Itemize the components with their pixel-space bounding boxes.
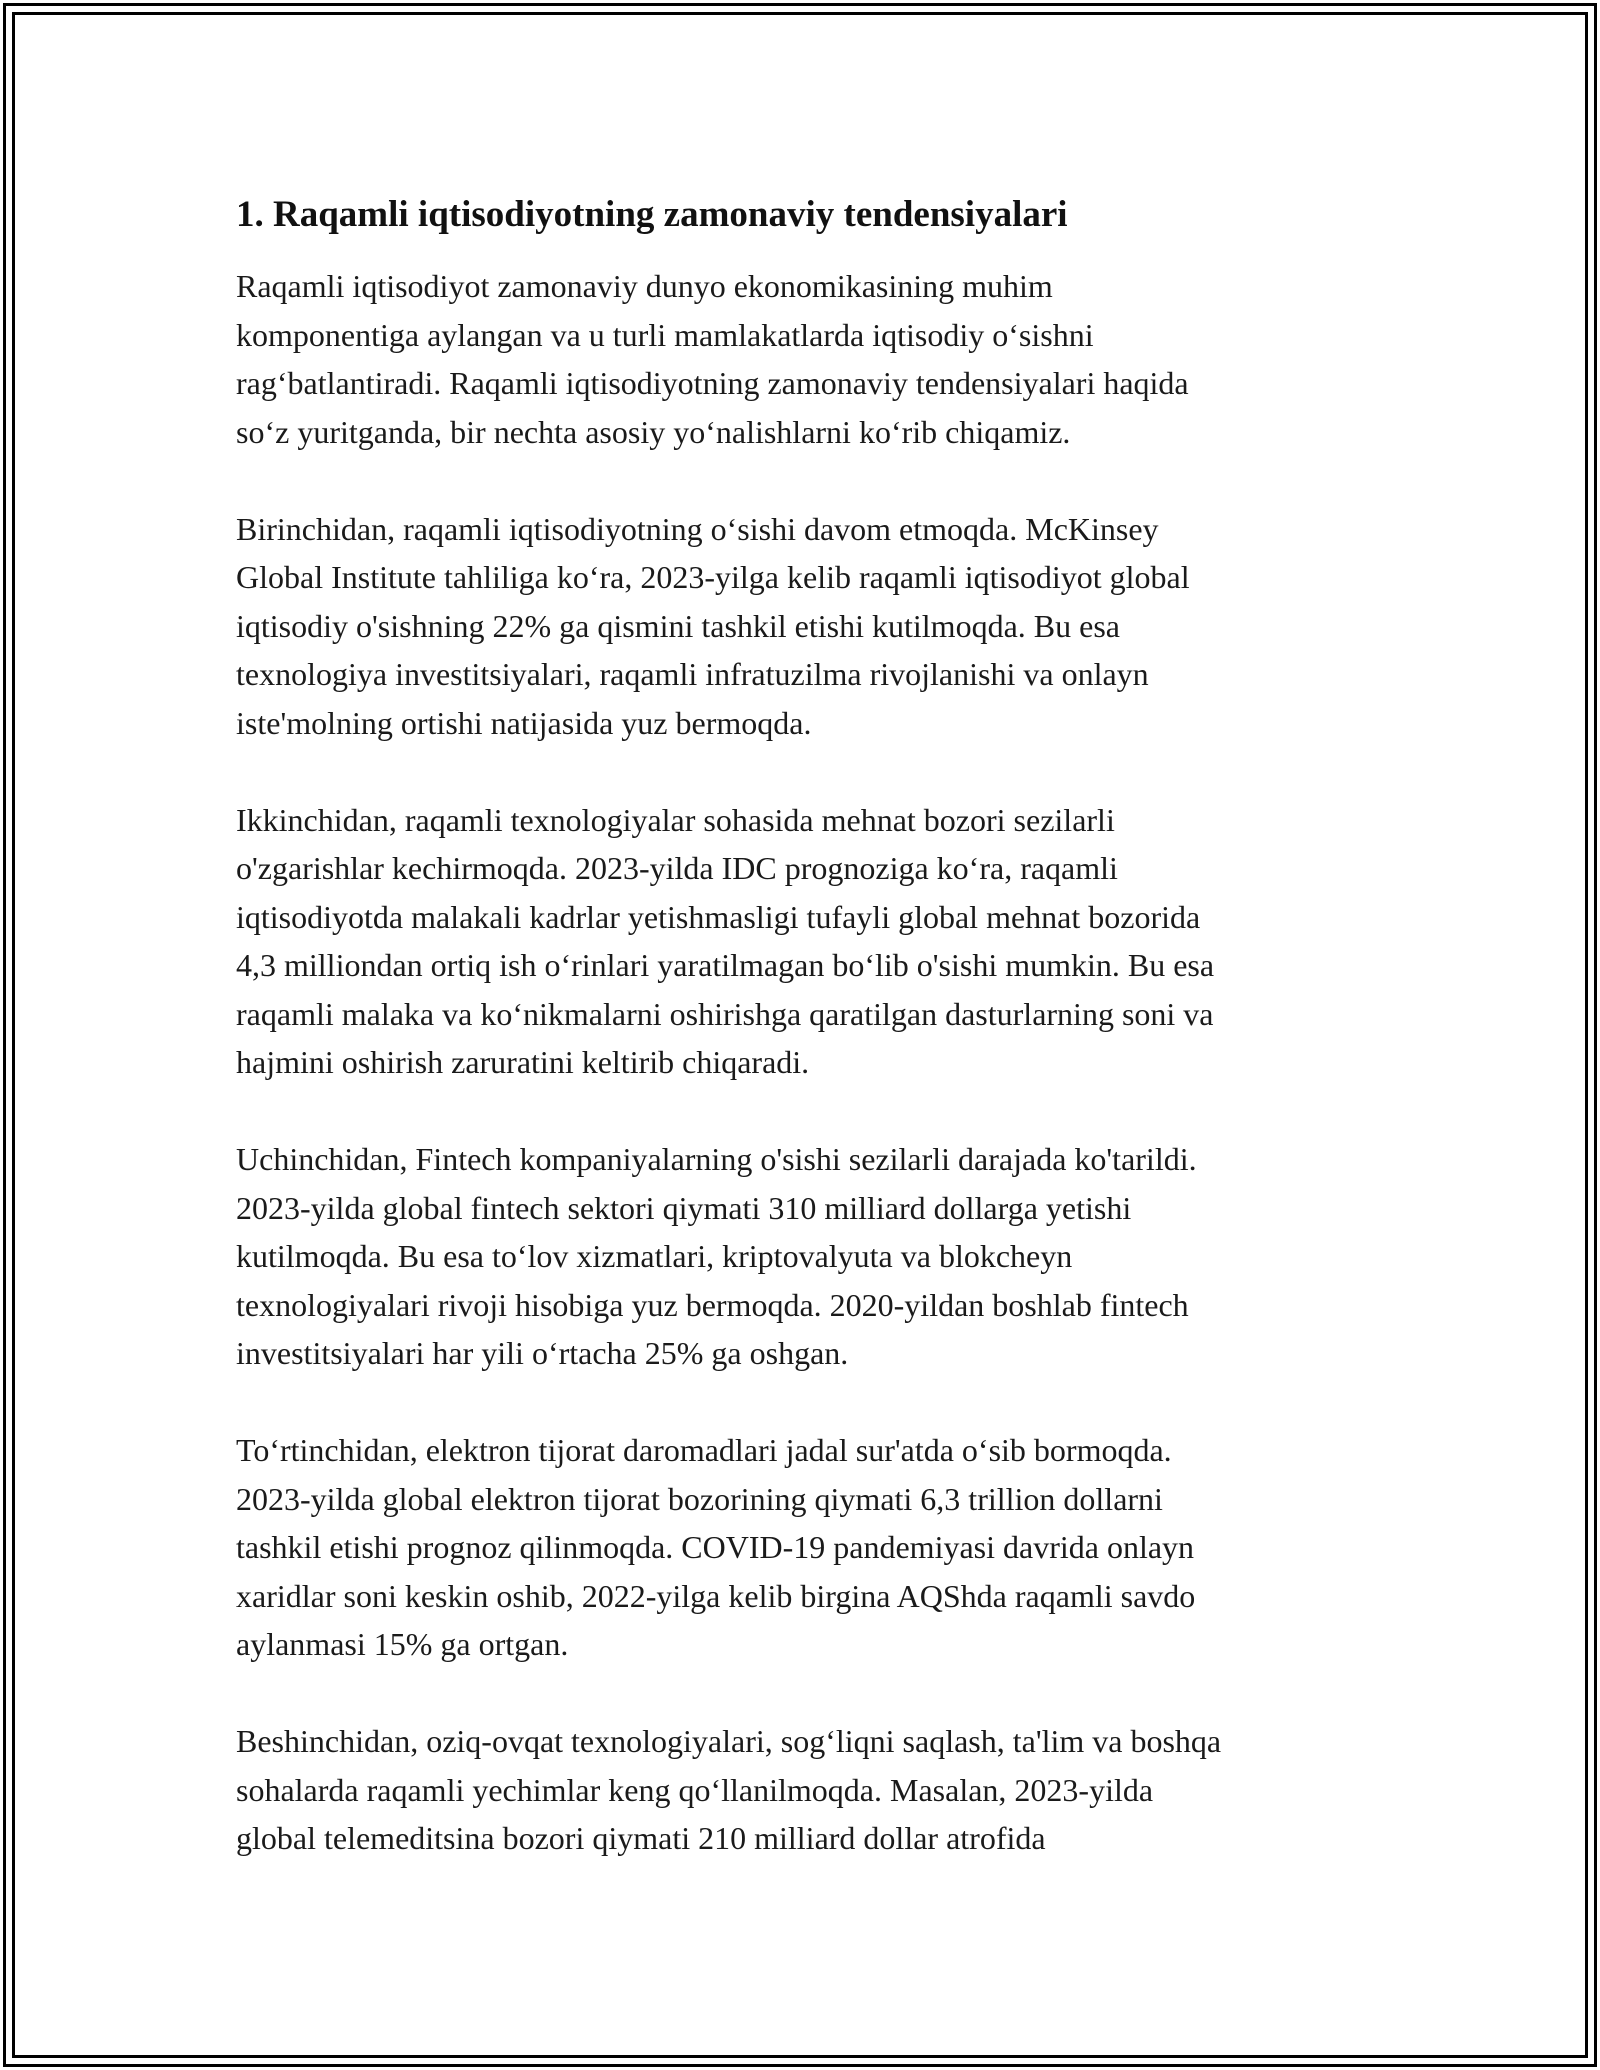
text-line: so‘z yuritganda, bir nechta asosiy yo‘nalishlarni ko‘rib chiqamiz. [236,413,1071,450]
text-line: aylanmasi 15% ga ortgan. [236,1626,569,1662]
paragraph-intro [236,262,1386,456]
text-line: Beshinchidan, oziq-ovqat texnologiyalari, sog‘liqni saqlash, ta'lim va boshqa [236,1723,1222,1759]
text-line: 2023-yilda global fintech sektori qiymati 310 milliard dollarga yetishi [236,1189,1132,1226]
paragraph-third-trend [236,1135,1386,1378]
text-line: texnologiya investitsiyalari, raqamli infratuzilma rivojlanishi va onlayn [236,656,1149,692]
paragraph-fifth-trend [236,1717,1386,1863]
section-heading: 1. Raqamli iqtisodiyotning zamonaviy tendensiyalari [236,194,1068,235]
text-line: o'zgarishlar kechirmoqda. 2023-yilda IDC prognoziga ko‘ra, raqamli [236,850,1118,886]
text-line: Birinchidan, raqamli iqtisodiyotning o‘sishi davom etmoqda. McKinsey [236,510,1159,547]
text-line: 4,3 milliondan ortiq ish o‘rinlari yaratilmagan bo‘lib o'sishi mumkin. Bu esa [236,947,1215,983]
text-line: iqtisodiy o'sishning 22% ga qismini tashkil etishi kutilmoqda. Bu esa [236,607,1120,644]
document-body [236,190,1386,1863]
paragraph-first-trend [236,505,1386,748]
text-line: iste'molning ortishi natijasida yuz bermoqda. [236,704,812,741]
text-line: komponentiga aylangan va u turli mamlakatlarda iqtisodiy o‘sishni [236,316,1094,353]
text-line: rag‘batlantiradi. Raqamli iqtisodiyotning zamonaviy tendensiyalari haqida [236,365,1189,401]
text-line: Uchinchidan, Fintech kompaniyalarning o'sishi sezilarli darajada ko'tarildi. [236,1141,1197,1177]
text-line: 2023-yilda global elektron tijorat bozorining qiymati 6,3 trillion dollarni [236,1480,1163,1517]
text-line: iqtisodiyotda malakali kadrlar yetishmasligi tufayli global mehnat bozorida [236,898,1201,935]
text-line: global telemeditsina bozori qiymati 210 milliard dollar atrofida [236,1820,1046,1856]
text-line: Raqamli iqtisodiyot zamonaviy dunyo ekonomikasining muhim [236,268,1053,304]
text-line: raqamli malaka va ko‘nikmalarni oshirishga qaratilgan dasturlarning soni va [236,995,1214,1032]
text-line: kutilmoqda. Bu esa to‘lov xizmatlari, kriptovalyuta va blokcheyn [236,1238,1073,1274]
text-line: investitsiyalari har yili o‘rtacha 25% ga oshgan. [236,1335,849,1371]
text-line: texnologiyalari rivoji hisobiga yuz bermoqda. 2020-yildan boshlab fintech [236,1286,1189,1323]
paragraph-fourth-trend [236,1426,1386,1669]
text-line: tashkil etishi prognoz qilinmoqda. COVID-19 pandemiyasi davrida onlayn [236,1529,1195,1565]
text-line: Global Institute tahliliga ko‘ra, 2023-yilga kelib raqamli iqtisodiyot global [236,559,1190,595]
text-line: Ikkinchidan, raqamli texnologiyalar sohasida mehnat bozori sezilarli [236,801,1115,838]
text-line: xaridlar soni keskin oshib, 2022-yilga kelib birgina AQShda raqamli savdo [236,1577,1196,1614]
text-line: sohalarda raqamli yechimlar keng qo‘llanilmoqda. Masalan, 2023-yilda [236,1771,1154,1808]
paragraph-second-trend [236,796,1386,1087]
text-line: hajmini oshirish zaruratini keltirib chiqaradi. [236,1044,810,1080]
text-line: To‘rtinchidan, elektron tijorat daromadlari jadal sur'atda o‘sib bormoqda. [236,1432,1172,1468]
